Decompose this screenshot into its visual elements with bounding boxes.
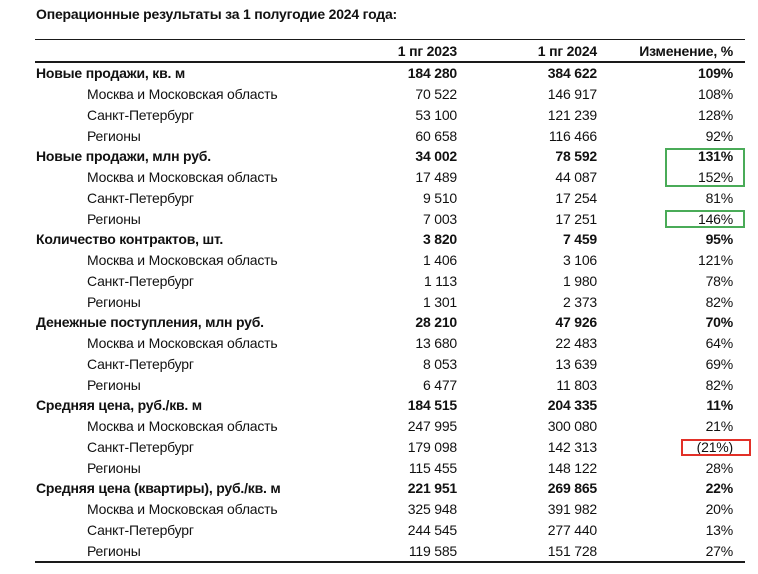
table-row-sub — [35, 250, 745, 271]
cell-change: 82% — [705, 293, 733, 310]
cell-change: 92% — [705, 127, 733, 144]
cell-1h2024: 22 483 — [555, 335, 597, 352]
row-label: Москва и Московская область — [87, 169, 278, 186]
cell-1h2024: 300 080 — [547, 418, 597, 435]
cell-1h2024: 146 917 — [547, 86, 597, 103]
cell-1h2023: 17 489 — [415, 169, 457, 186]
row-label: Санкт-Петербург — [87, 521, 194, 538]
row-label: Средняя цена (квартиры), руб./кв. м — [36, 480, 281, 497]
page-title: Операционные результаты за 1 полугодие 2024 года: — [36, 6, 397, 22]
row-label: Денежные поступления, млн руб. — [36, 314, 264, 331]
table-header-row — [35, 40, 745, 63]
cell-1h2023: 115 455 — [408, 459, 457, 476]
cell-change: 121% — [697, 252, 733, 269]
header-1h2024: 1 пг 2024 — [537, 42, 597, 59]
row-label: Регионы — [87, 459, 141, 476]
cell-1h2023: 184 515 — [407, 397, 457, 414]
cell-1h2024: 44 087 — [555, 169, 597, 186]
row-label: Количество контрактов, шт. — [36, 231, 224, 248]
table-row-section — [35, 146, 745, 167]
cell-change: 27% — [705, 542, 733, 559]
table-row-section — [35, 478, 745, 499]
cell-change: 95% — [705, 231, 733, 248]
cell-1h2024: 121 239 — [547, 106, 597, 123]
cell-1h2023: 28 210 — [415, 314, 457, 331]
header-change-pct: Изменение, % — [639, 42, 733, 59]
cell-1h2023: 1 113 — [424, 272, 457, 289]
row-label: Санкт-Петербург — [87, 106, 194, 123]
cell-1h2023: 34 002 — [415, 148, 457, 165]
row-label: Санкт-Петербург — [87, 355, 194, 372]
cell-1h2023: 60 658 — [415, 127, 457, 144]
cell-1h2023: 179 098 — [407, 438, 457, 455]
cell-1h2023: 1 301 — [422, 293, 457, 310]
table-row-sub — [35, 188, 745, 209]
cell-change: (21%) — [696, 438, 733, 455]
cell-1h2024: 47 926 — [555, 314, 597, 331]
cell-1h2024: 2 373 — [562, 293, 597, 310]
cell-change: 20% — [705, 501, 733, 518]
header-1h2023: 1 пг 2023 — [397, 42, 457, 59]
cell-1h2023: 3 820 — [422, 231, 457, 248]
table-row-sub — [35, 105, 745, 126]
cell-change: 128% — [697, 106, 733, 123]
cell-1h2023: 7 003 — [422, 210, 457, 227]
row-label: Санкт-Петербург — [87, 189, 194, 206]
cell-change: 21% — [705, 418, 733, 435]
row-label: Регионы — [87, 376, 141, 393]
table-row-sub — [35, 291, 745, 312]
table-row-section — [35, 395, 745, 416]
table-row-sub — [35, 167, 745, 188]
cell-1h2024: 269 865 — [547, 480, 597, 497]
cell-1h2024: 142 313 — [547, 438, 597, 455]
cell-1h2023: 119 585 — [408, 542, 457, 559]
cell-1h2023: 70 522 — [415, 86, 457, 103]
cell-1h2024: 384 622 — [547, 65, 597, 82]
row-label: Новые продажи, кв. м — [36, 65, 186, 82]
table-row-sub — [35, 437, 745, 458]
table-row-sub — [35, 499, 745, 520]
table-row-sub — [35, 374, 745, 395]
row-label: Москва и Московская область — [87, 335, 278, 352]
cell-1h2023: 1 406 — [422, 252, 457, 269]
cell-1h2024: 13 639 — [555, 355, 597, 372]
row-label: Москва и Московская область — [87, 86, 278, 103]
cell-1h2024: 277 440 — [547, 521, 597, 538]
cell-change: 152% — [697, 169, 733, 186]
cell-1h2023: 13 680 — [415, 335, 457, 352]
row-label: Санкт-Петербург — [87, 272, 194, 289]
cell-1h2023: 325 948 — [407, 501, 457, 518]
cell-change: 11% — [706, 397, 733, 414]
row-label: Москва и Московская область — [87, 418, 278, 435]
cell-1h2024: 78 592 — [555, 148, 597, 165]
table-row-section — [35, 229, 745, 250]
row-label: Санкт-Петербург — [87, 438, 194, 455]
row-label: Москва и Московская область — [87, 501, 278, 518]
cell-change: 108% — [697, 86, 733, 103]
cell-change: 81% — [705, 189, 733, 206]
table-row-sub — [35, 333, 745, 354]
cell-1h2024: 1 980 — [562, 272, 597, 289]
table-row-sub — [35, 540, 745, 561]
table-row-section — [35, 312, 745, 333]
cell-1h2023: 247 995 — [407, 418, 457, 435]
table-row-sub — [35, 520, 745, 541]
table-row-section — [35, 63, 745, 84]
row-label: Регионы — [87, 210, 141, 227]
cell-1h2023: 9 510 — [422, 189, 457, 206]
table-row-sub — [35, 208, 745, 229]
cell-change: 70% — [705, 314, 733, 331]
cell-1h2023: 6 477 — [422, 376, 457, 393]
cell-1h2023: 184 280 — [407, 65, 457, 82]
table-row-sub — [35, 84, 745, 105]
table-row-sub — [35, 416, 745, 437]
cell-1h2023: 8 053 — [422, 355, 457, 372]
cell-change: 82% — [705, 376, 733, 393]
table-row-sub — [35, 125, 745, 146]
row-label: Регионы — [87, 127, 141, 144]
cell-1h2024: 204 335 — [547, 397, 597, 414]
table-rows — [35, 63, 745, 561]
table-row-sub — [35, 457, 745, 478]
cell-1h2023: 221 951 — [407, 480, 457, 497]
results-table — [35, 39, 745, 563]
row-label: Средняя цена, руб./кв. м — [36, 397, 202, 414]
cell-change: 146% — [697, 210, 733, 227]
cell-1h2024: 116 466 — [548, 127, 597, 144]
cell-change: 69% — [705, 355, 733, 372]
cell-1h2024: 11 803 — [556, 376, 597, 393]
cell-1h2024: 17 254 — [555, 189, 597, 206]
row-label: Москва и Московская область — [87, 252, 278, 269]
cell-1h2024: 3 106 — [562, 252, 597, 269]
cell-change: 109% — [697, 65, 733, 82]
row-label: Новые продажи, млн руб. — [36, 148, 211, 165]
cell-change: 22% — [705, 480, 733, 497]
table-row-sub — [35, 354, 745, 375]
cell-change: 13% — [705, 521, 733, 538]
row-label: Регионы — [87, 542, 141, 559]
cell-change: 28% — [705, 459, 733, 476]
cell-1h2024: 148 122 — [547, 459, 597, 476]
row-label: Регионы — [87, 293, 141, 310]
cell-1h2024: 151 728 — [547, 542, 597, 559]
cell-change: 64% — [705, 335, 733, 352]
table-row-sub — [35, 271, 745, 292]
cell-1h2023: 244 545 — [407, 521, 457, 538]
cell-1h2023: 53 100 — [415, 106, 457, 123]
cell-1h2024: 391 982 — [547, 501, 597, 518]
cell-change: 78% — [705, 272, 733, 289]
cell-change: 131% — [697, 148, 733, 165]
cell-1h2024: 17 251 — [555, 210, 597, 227]
cell-1h2024: 7 459 — [562, 231, 597, 248]
